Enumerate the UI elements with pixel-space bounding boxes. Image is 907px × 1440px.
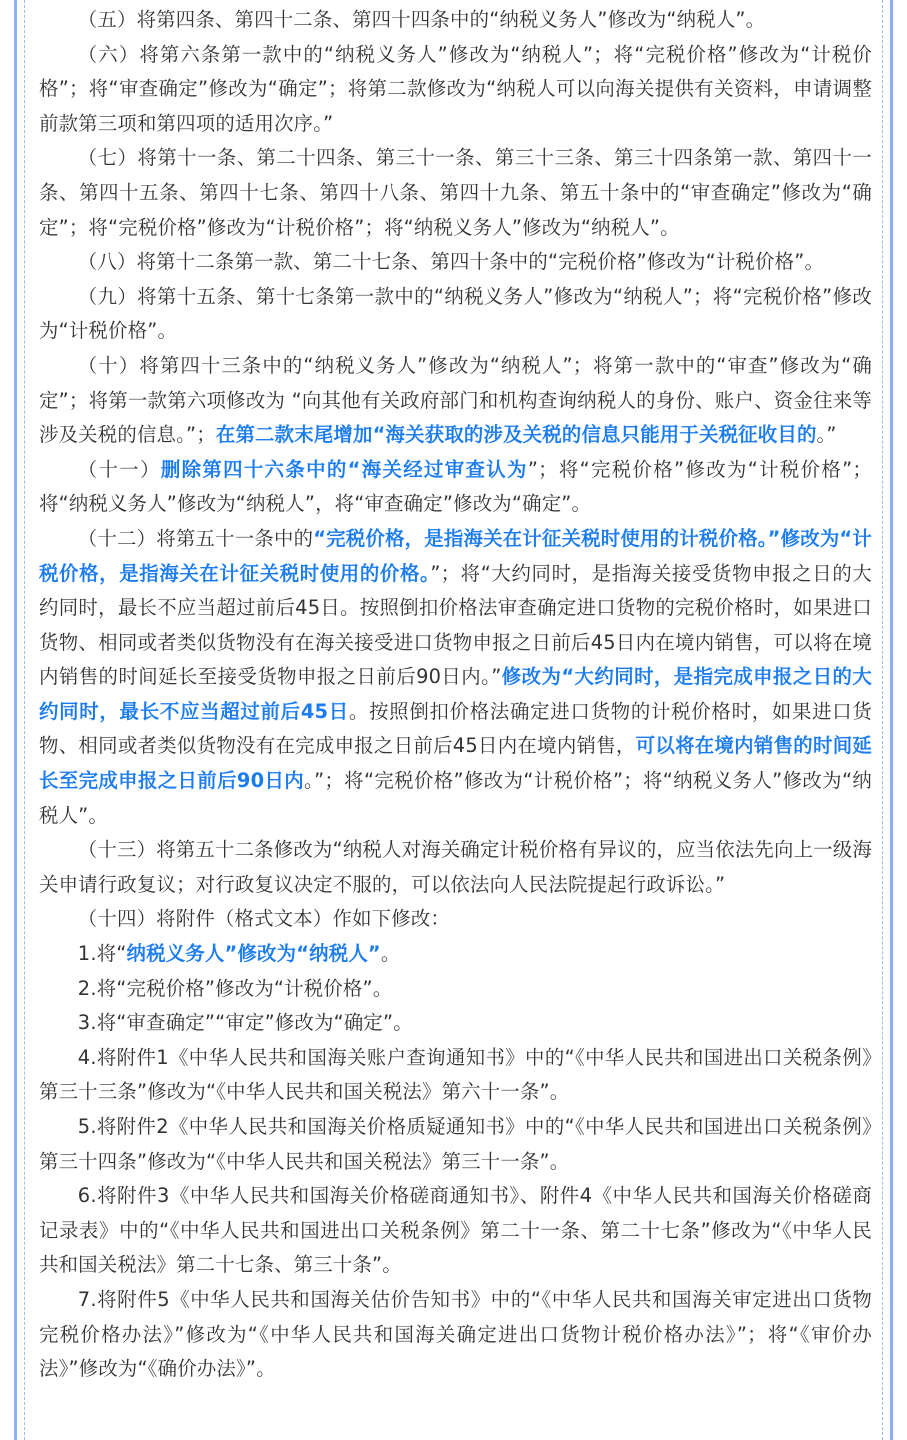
paragraph-14: （十四）将附件（格式文本）作如下修改：	[77, 907, 451, 931]
highlight-text: “完税价格，是指海关在计征关税时使用的计税价格。”修改为“计税价格，是指海关在计征关税时使用的价格。	[39, 526, 872, 585]
list-item-3: 3.将“审查确定”“审定”修改为“确定”。	[77, 1011, 413, 1035]
list-item-2: 2.将“完税价格”修改为“计税价格”。	[77, 976, 393, 1000]
highlight-text: 纳税义务人”修改为“纳税人”	[126, 942, 381, 966]
highlight-text: 在第二款末尾增加“海关获取的涉及关税的信息只能用于关税征收目的	[215, 423, 817, 447]
paragraph-5: （五）将第四条、第四十二条、第四十四条中的“纳税义务人”修改为“纳税人”。	[77, 8, 766, 31]
list-item-6: 6.将附件3《中华人民共和国海关价格磋商通知书》、附件4《中华人民共和国海关价格磋商记录表》中的“《中华人民共和国进出口关税条例》第二十一条、第二十七条”修改为“《中华人民共和国关税法》第二十七条、第三十条”。	[39, 1184, 872, 1277]
paragraph-7: （七）将第十一条、第二十四条、第三十一条、第三十三条、第三十四条第一款、第四十一条、第四十五条、第四十七条、第四十八条、第四十九条、第五十条中的“审查确定”修改为“确定”；将“完税价格”修改为“计税价格”；将“纳税义务人”修改为“纳税人”。	[39, 146, 872, 239]
paragraph-10: （十）将第四十三条中的“纳税义务人”修改为“纳税人”；将第一款中的“审查”修改为“确定”；将第一款第六项修改为 “向其他有关政府部门和机构查询纳税人的身份、账户、资金往来等涉及关税的信息。”；在第二款末尾增加“海关获取的涉及关税的信息只能用于关税征收目的。”	[39, 353, 872, 447]
highlight-text: 可以将在境内销售的时间延长至完成申报之日前后90日内	[39, 734, 873, 793]
paragraph-13: （十三）将第五十二条修改为“纳税人对海关确定计税价格有异议的，应当依法先向上一级海关申请行政复议；对行政复议决定不服的，可以依法向人民法院提起行政诉讼。”	[39, 838, 872, 896]
paragraph-8: （八）将第十二条第一款、第二十七条、第四十条中的“完税价格”修改为“计税价格”。	[77, 250, 825, 274]
paragraph-9: （九）将第十五条、第十七条第一款中的“纳税义务人”修改为“纳税人”；将“完税价格”修改为“计税价格”。	[39, 284, 872, 343]
list-item-4: 4.将附件1《中华人民共和国海关账户查询通知书》中的“《中华人民共和国进出口关税条例》第三十三条”修改为“《中华人民共和国关税法》第六十一条”。	[39, 1045, 872, 1104]
paragraph-12: （十二）将第五十一条中的“完税价格，是指海关在计征关税时使用的计税价格。”修改为“计税价格，是指海关在计征关税时使用的价格。”；将“大约同时，是指海关接受货物申报之日的大约同时，最长不应当超过前后45日。按照倒扣价格法审查确定进口货物的完税价格时，如果进口货物、相同或者类似货物没有在海关接受进口货物申报之日前后45日内在境内销售，可以将在境内销售的时间延长至接受货物申报之日前后90日内。”修改为“大约同时，是指完成申报之日的大约同时，最长不应当超过前后45日。按照倒扣价格法确定进口货物的计税价格时，如果进口货物、相同或者类似货物没有在完成申报之日前后45日内在境内销售，可以将在境内销售的时间延长至完成申报之日前后90日内。”；将“完税价格”修改为“计税价格”；将“纳税义务人”修改为“纳税人”。	[39, 526, 873, 827]
paragraph-6: （六）将第六条第一款中的“纳税义务人”修改为“纳税人”；将“完税价格”修改为“计税价格”；将“审查确定”修改为“确定”；将第二款修改为“纳税人可以向海关提供有关资料，申请调整前款第三项和第四项的适用次序。”	[39, 42, 872, 135]
list-item-5: 5.将附件2《中华人民共和国海关价格质疑通知书》中的“《中华人民共和国进出口关税条例》第三十四条”修改为“《中华人民共和国关税法》第三十一条”。	[39, 1115, 872, 1173]
list-item-7: 7.将附件5《中华人民共和国海关估价告知书》中的“《中华人民共和国海关审定进出口货物完税价格办法》”修改为“《中华人民共和国海关确定进出口货物计税价格办法》”；将“《审价办法》”修改为“《确价办法》”。	[39, 1287, 872, 1381]
paragraph-11: （十一）删除第四十六条中的“海关经过审查认为”；将“完税价格”修改为“计税价格”；将“纳税义务人”修改为“纳税人”，将“审查确定”修改为“确定”。	[39, 457, 872, 516]
list-item-1: 1.将“纳税义务人”修改为“纳税人”。	[77, 942, 401, 966]
document-body	[39, 3, 872, 1387]
highlight-text: 修改为“大约同时，是指完成申报之日的大约同时，最长不应当超过前后45日	[39, 665, 872, 723]
highlight-text: 删除第四十六条中的“海关经过审查认为	[160, 457, 528, 481]
